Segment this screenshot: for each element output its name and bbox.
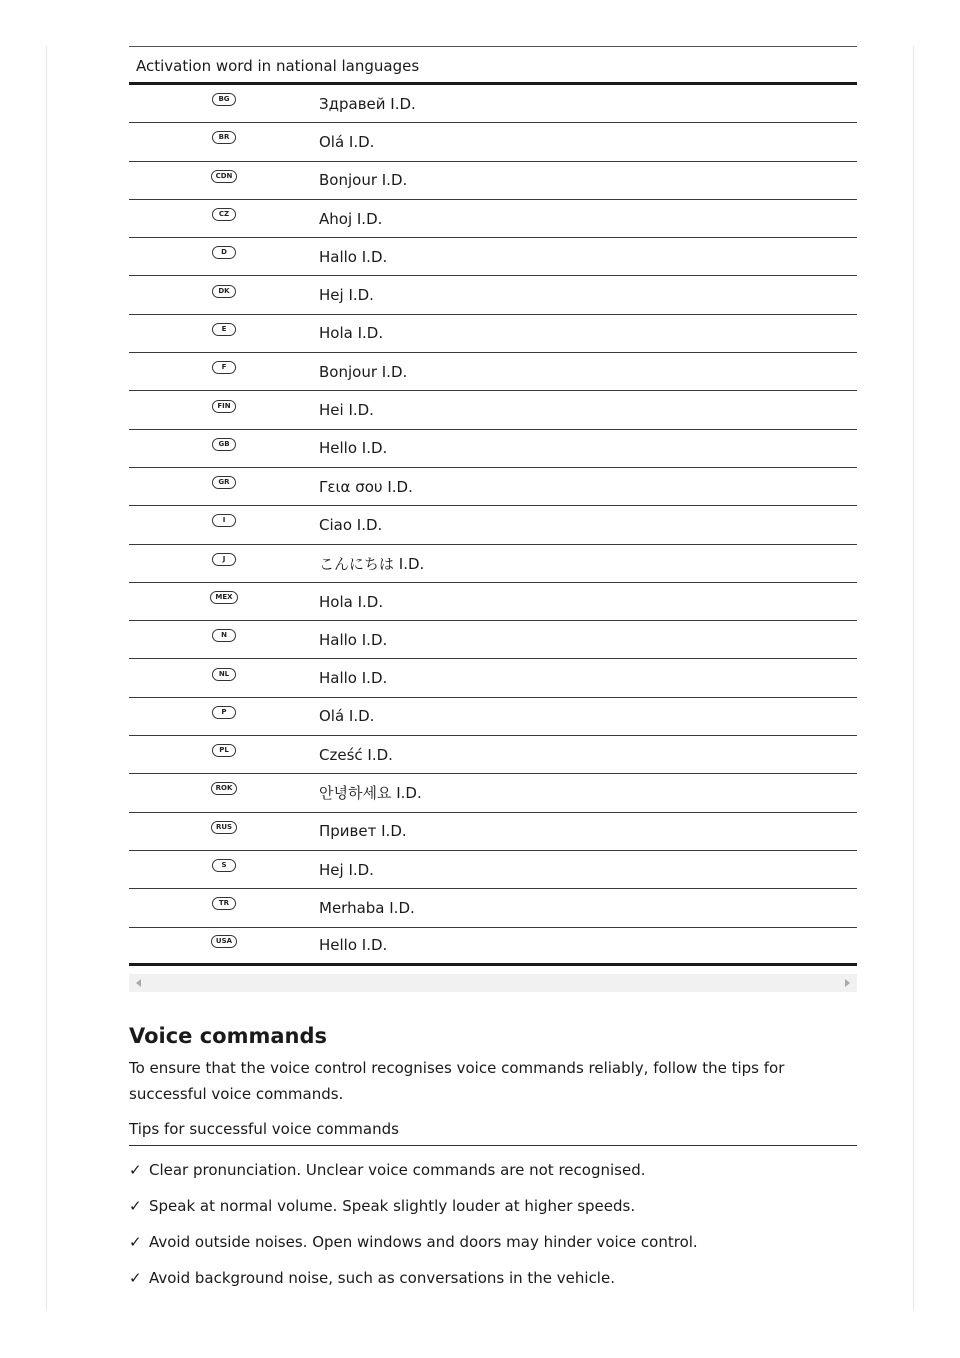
- country-code-badge: PL: [212, 744, 236, 757]
- table-row: [129, 85, 857, 123]
- country-code-badge: N: [212, 629, 236, 642]
- scroll-left-arrow-icon[interactable]: [136, 979, 141, 987]
- country-code-badge: S: [212, 859, 236, 872]
- country-code-cell: [129, 629, 319, 642]
- country-code-badge: RUS: [211, 821, 237, 834]
- country-code-cell: [129, 476, 319, 489]
- checkmark-icon: ✓: [129, 1197, 142, 1215]
- country-code-cell: [129, 208, 319, 221]
- scroll-right-arrow-icon[interactable]: [845, 979, 850, 987]
- table-row: [129, 353, 857, 391]
- table-row: [129, 276, 857, 314]
- activation-word: Cześć I.D.: [319, 745, 393, 764]
- country-code-badge: D: [212, 246, 236, 259]
- table-header: Activation word in national languages: [129, 46, 857, 85]
- section-intro: To ensure that the voice control recognises voice commands reliably, follow the tips for successful voice commands.: [129, 1059, 785, 1103]
- country-code-cell: [129, 400, 319, 413]
- country-code-badge: CZ: [212, 208, 236, 221]
- country-code-badge: J: [212, 553, 236, 566]
- checkmark-icon: ✓: [129, 1161, 142, 1179]
- horizontal-scrollbar[interactable]: [129, 974, 857, 992]
- checkmark-icon: ✓: [129, 1269, 142, 1287]
- tips-list: [129, 1152, 857, 1296]
- activation-word: Olá I.D.: [319, 132, 375, 151]
- country-code-cell: [129, 821, 319, 834]
- section-title: Voice commands: [129, 1024, 328, 1048]
- country-code-cell: [129, 935, 319, 948]
- tip-text: Clear pronunciation. Unclear voice commands are not recognised.: [149, 1161, 646, 1179]
- table-row: [129, 506, 857, 544]
- table-row: [129, 736, 857, 774]
- country-code-cell: [129, 93, 319, 106]
- country-code-badge: FIN: [212, 400, 236, 413]
- tip-text: Speak at normal volume. Speak slightly louder at higher speeds.: [149, 1197, 636, 1215]
- country-code-badge: GB: [212, 438, 236, 451]
- country-code-badge: ROK: [211, 782, 238, 795]
- country-code-cell: [129, 897, 319, 910]
- activation-word: Привет I.D.: [319, 822, 407, 841]
- table-row: [129, 315, 857, 353]
- table-row: [129, 238, 857, 276]
- country-code-badge: DK: [212, 285, 236, 298]
- country-code-badge: MEX: [210, 591, 237, 604]
- activation-word: Hallo I.D.: [319, 630, 388, 649]
- activation-word: Ahoj I.D.: [319, 209, 383, 228]
- country-code-badge: F: [212, 361, 236, 374]
- tip-text: Avoid outside noises. Open windows and doors may hinder voice control.: [149, 1233, 698, 1251]
- table-body: [129, 85, 857, 966]
- country-code-badge: TR: [212, 897, 236, 910]
- activation-word-table: [129, 46, 857, 966]
- tip-item: [129, 1224, 857, 1260]
- table-row: [129, 391, 857, 429]
- tip-item: [129, 1260, 857, 1296]
- table-row: [129, 659, 857, 697]
- activation-word: Hej I.D.: [319, 860, 374, 879]
- country-code-cell: [129, 438, 319, 451]
- tip-text: Avoid background noise, such as conversations in the vehicle.: [149, 1269, 615, 1287]
- activation-word: Hello I.D.: [319, 936, 388, 955]
- country-code-cell: [129, 668, 319, 681]
- table-row: [129, 468, 857, 506]
- country-code-cell: [129, 744, 319, 757]
- activation-word: Γεια σου I.D.: [319, 477, 413, 496]
- country-code-badge: CDN: [211, 170, 238, 183]
- country-code-cell: [129, 323, 319, 336]
- table-row: [129, 621, 857, 659]
- table-row: [129, 123, 857, 161]
- country-code-badge: E: [212, 323, 236, 336]
- table-row: [129, 162, 857, 200]
- country-code-cell: [129, 514, 319, 527]
- activation-word: Здравей I.D.: [319, 94, 416, 113]
- table-row: [129, 774, 857, 812]
- table-row: [129, 813, 857, 851]
- activation-word: こんにちは I.D.: [319, 554, 425, 573]
- activation-word: Bonjour I.D.: [319, 362, 408, 381]
- activation-word: Hola I.D.: [319, 324, 384, 343]
- country-code-badge: BR: [212, 131, 236, 144]
- table-row: [129, 928, 857, 966]
- checkmark-icon: ✓: [129, 1233, 142, 1251]
- country-code-cell: [129, 591, 319, 604]
- country-code-cell: [129, 131, 319, 144]
- country-code-cell: [129, 859, 319, 872]
- page-margin-left: [46, 46, 47, 1310]
- tips-heading: Tips for successful voice commands: [129, 1117, 857, 1146]
- activation-word: Bonjour I.D.: [319, 171, 408, 190]
- activation-word: Hallo I.D.: [319, 669, 388, 688]
- table-row: [129, 851, 857, 889]
- country-code-badge: GR: [212, 476, 236, 489]
- activation-word: Olá I.D.: [319, 707, 375, 726]
- activation-word: Hello I.D.: [319, 439, 388, 458]
- country-code-badge: I: [212, 514, 236, 527]
- table-row: [129, 545, 857, 583]
- activation-word: Hallo I.D.: [319, 247, 388, 266]
- activation-word: Merhaba I.D.: [319, 898, 415, 917]
- table-row: [129, 430, 857, 468]
- country-code-cell: [129, 170, 319, 183]
- table-row: [129, 698, 857, 736]
- activation-word: Hei I.D.: [319, 401, 374, 420]
- country-code-cell: [129, 246, 319, 259]
- activation-word: Hola I.D.: [319, 592, 384, 611]
- table-row: [129, 200, 857, 238]
- country-code-cell: [129, 782, 319, 795]
- country-code-badge: BG: [212, 93, 236, 106]
- country-code-cell: [129, 553, 319, 566]
- tip-item: [129, 1152, 857, 1188]
- tip-item: [129, 1188, 857, 1224]
- country-code-badge: P: [212, 706, 236, 719]
- activation-word: Hej I.D.: [319, 286, 374, 305]
- activation-word: 안녕하세요 I.D.: [319, 784, 422, 803]
- page-margin-right: [913, 46, 914, 1310]
- activation-word: Ciao I.D.: [319, 515, 383, 534]
- country-code-cell: [129, 285, 319, 298]
- table-row: [129, 889, 857, 927]
- country-code-badge: NL: [212, 668, 236, 681]
- table-row: [129, 583, 857, 621]
- country-code-cell: [129, 706, 319, 719]
- country-code-badge: USA: [211, 935, 237, 948]
- country-code-cell: [129, 361, 319, 374]
